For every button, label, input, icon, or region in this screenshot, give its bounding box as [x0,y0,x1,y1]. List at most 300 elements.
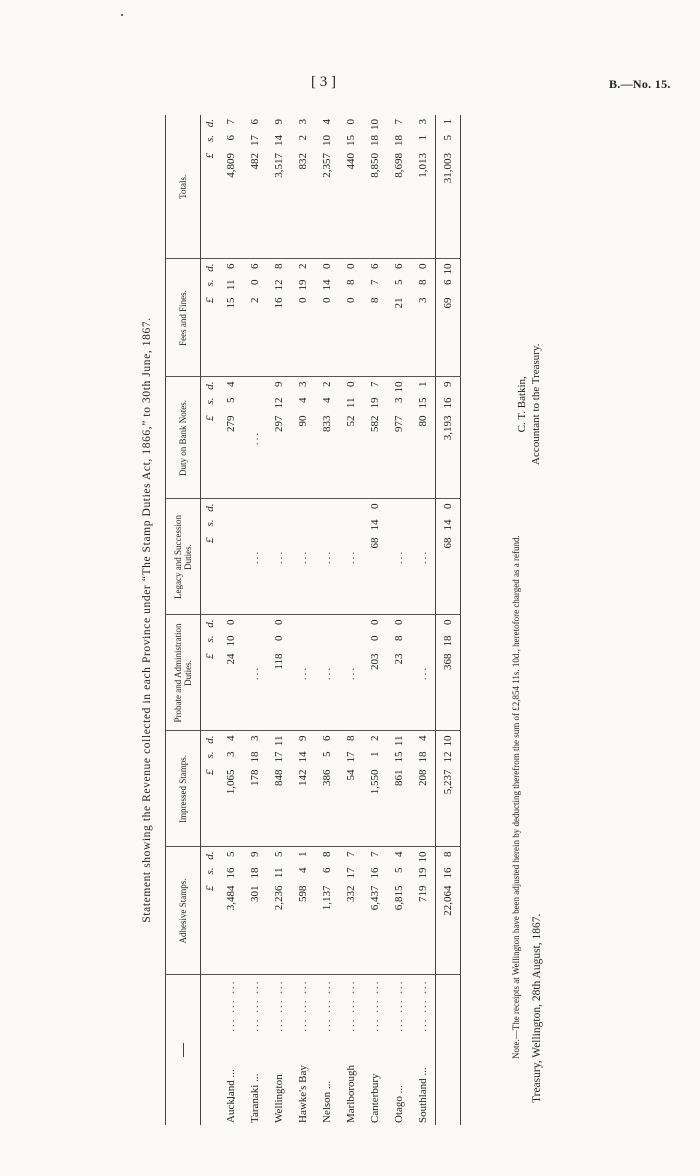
pence: 4 [321,119,333,125]
shillings: 19 [369,397,381,409]
pounds: 6,815 [393,885,405,911]
leader-dots: ... ... ... [249,979,261,1032]
shillings: 0 [273,635,285,641]
pounds: 386 [321,769,333,786]
pounds: 3,193 [442,415,454,441]
pounds: 24 [225,653,237,665]
amount-cell [411,847,436,975]
amount-cell [363,499,387,615]
unit-label: d. [204,619,216,628]
amount [225,736,237,808]
shillings: 12 [273,279,285,291]
amount [393,382,405,454]
pounds: 208 [417,769,429,786]
pence: 0 [393,619,405,625]
nil-cell [339,615,363,731]
amount [417,736,429,808]
nil-dots: ... [297,665,309,681]
amount [345,382,357,454]
pence: 9 [442,381,454,387]
province-cell [219,975,243,1125]
pounds: 68 [369,537,381,549]
pence: 10 [393,381,405,393]
shillings: 4 [321,397,333,403]
statement-title: Statement showing the Revenue collected in each Province under “The Stamp Duties Act, 1866,” to 30th June, 1867. [141,317,153,923]
amount [297,736,309,808]
pence: 7 [393,119,405,125]
amount [225,620,237,692]
pounds: 977 [393,415,405,432]
amount-cell [436,847,461,975]
pence: 0 [417,263,429,269]
amount [273,119,285,191]
shillings: 17 [345,867,357,879]
amount-cell [436,615,461,731]
pounds: 68 [442,537,454,549]
amount-cell [219,259,243,377]
pence: 11 [273,735,285,747]
shillings: 15 [393,751,405,763]
pence: 4 [225,735,237,741]
amount-cell [387,377,411,499]
pounds: 23 [393,653,405,665]
province-cell [363,975,387,1125]
unit-label: £ [204,153,216,159]
province-cell [339,975,363,1125]
amount-cell [267,847,291,975]
shillings: 17 [249,135,261,146]
province-name: Nelson ... [321,1080,333,1123]
amount [369,736,381,808]
amount-cell [339,115,363,259]
amount-cell [267,259,291,377]
pence: 1 [442,119,454,125]
shillings: 8 [345,279,357,285]
unit-label: d. [204,851,216,860]
amount [393,119,405,191]
amount-cell [339,847,363,975]
amount-cell [411,259,436,377]
unit-label: d. [204,263,216,272]
leader-dots: ... ... ... [393,979,405,1032]
unit-label: s. [204,279,216,287]
pounds: 90 [297,415,309,427]
nil-cell [267,499,291,615]
pence: 4 [417,735,429,741]
pounds: 178 [249,769,261,786]
pounds: 279 [225,415,237,432]
nil-cell [411,499,436,615]
pounds: 1,550 [369,769,381,795]
pence: 4 [225,381,237,387]
column-header: Totals. [166,115,201,259]
amount-cell [291,115,315,259]
pounds: 3,517 [273,153,285,178]
pence: 0 [273,619,285,625]
pence: 2 [321,381,333,387]
unit-label: s. [204,519,216,527]
amount [225,852,237,924]
pounds: 0 [321,297,333,303]
pounds: 301 [249,885,261,902]
unit-label: s. [204,397,216,405]
pence: 10 [442,263,454,275]
signer-role: Accountant to the Treasury. [530,343,542,465]
nil-cell [291,615,315,731]
province-name: Southland ... [417,1067,429,1123]
table-row [267,115,291,1125]
pounds: 861 [393,769,405,786]
province-name: Marlborough [345,1064,357,1123]
pence: 10 [369,119,381,130]
nil-dots: ... [273,549,285,565]
pence: 8 [321,851,333,857]
column-header-province [166,975,201,1125]
revenue-table [165,115,461,1125]
amount-cell [243,259,267,377]
nil-cell [387,499,411,615]
pounds: 31,003 [442,153,454,184]
amount-cell [387,615,411,731]
pounds: 2,236 [273,885,285,911]
pounds: 297 [273,415,285,432]
shillings: 14 [297,751,309,763]
amount-cell [219,377,243,499]
signature-place-date: Treasury, Wellington, 28th August, 1867. [531,913,543,1103]
table-row [411,115,436,1125]
column-header: Impressed Stamps. [166,731,201,847]
units-cell [201,377,220,499]
shillings: 19 [297,279,309,291]
amount [393,852,405,924]
pounds: 69 [442,297,454,309]
amount-cell [387,259,411,377]
nil-dots: ... [249,549,261,565]
amount-cell [387,115,411,259]
unit-label: s. [204,635,216,643]
shillings: 10 [225,635,237,647]
shillings: 18 [369,135,381,146]
units [204,119,216,191]
province-cell [243,975,267,1125]
shillings: 5 [393,279,405,285]
shillings: 11 [273,867,285,879]
column-header: Legacy and Succession Duties. [166,499,201,615]
pounds: 1,137 [321,885,333,911]
nil-dots: ... [345,549,357,565]
pounds: 3 [417,297,429,303]
pence: 0 [369,503,381,509]
column-header: Fees and Fines. [166,259,201,377]
shillings: 15 [345,135,357,146]
table-row [363,115,387,1125]
amount [345,119,357,191]
pounds: 2,357 [321,153,333,178]
signature-block [515,344,543,466]
units-cell [201,847,220,975]
table-row [339,115,363,1125]
province-name: Canterbury [369,1073,381,1123]
shillings: 14 [321,279,333,291]
amount [369,620,381,692]
amount [442,264,454,336]
unit-label: s. [204,135,216,143]
nil-cell [243,615,267,731]
amount [393,620,405,692]
nil-cell [315,615,339,731]
amount [225,119,237,191]
amount-cell [291,731,315,847]
pence: 5 [273,851,285,857]
pence: 3 [249,735,261,741]
pence: 2 [297,263,309,269]
pounds: 52 [345,415,357,427]
amount-cell [363,847,387,975]
shillings: 18 [249,867,261,879]
amount [442,852,454,924]
amount-cell [267,115,291,259]
nil-cell [315,499,339,615]
pence: 6 [249,263,261,269]
unit-label: s. [204,867,216,875]
amount-cell [243,847,267,975]
unit-label: d. [204,381,216,390]
amount-cell [387,731,411,847]
pence: 6 [249,119,261,125]
pence: 10 [442,735,454,747]
column-header: Duty on Bank Notes. [166,377,201,499]
pence: 9 [273,119,285,125]
pounds: 719 [417,885,429,902]
pounds: 598 [297,885,309,902]
pounds: 21 [393,297,405,309]
amount [273,264,285,336]
shillings: 14 [273,135,285,146]
pounds: 582 [369,415,381,432]
province-cell [411,975,436,1125]
amount-cell [339,377,363,499]
amount-cell [219,847,243,975]
amount [321,852,333,924]
pence: 6 [321,735,333,741]
nil-dots: ... [249,430,261,446]
pence: 0 [321,263,333,269]
shillings: 17 [273,751,285,763]
unit-label: £ [204,885,216,891]
pence: 0 [345,263,357,269]
amount-cell [436,115,461,259]
pence: 7 [369,381,381,387]
pence: 3 [297,119,309,125]
shillings: 16 [369,867,381,879]
amount [369,119,381,191]
shillings: 15 [417,397,429,409]
shillings: 1 [417,135,429,141]
unit-label: £ [204,415,216,421]
shillings: 8 [393,635,405,641]
totals-blank [436,975,461,1125]
empty-cell [219,499,243,615]
nil-cell [411,615,436,731]
amount-cell [363,731,387,847]
amount [393,736,405,808]
amount [321,382,333,454]
amount [321,264,333,336]
table-row [387,115,411,1125]
pounds: 1,065 [225,769,237,795]
amount-cell [436,377,461,499]
nil-dots: ... [393,549,405,565]
shillings: 8 [417,279,429,285]
amount-cell [267,731,291,847]
amount [393,264,405,336]
shillings: 1 [369,751,381,757]
shillings: 19 [417,867,429,879]
pence: 4 [393,851,405,857]
rotated-statement [141,115,559,1125]
signer-name: C. T. Batkin, [516,376,528,433]
province-name: Wellington [273,1074,285,1123]
amount-cell [363,615,387,731]
pounds: 832 [297,153,309,170]
unit-label: £ [204,297,216,303]
amount [442,620,454,692]
pounds: 4,809 [225,153,237,178]
shillings: 18 [393,135,405,146]
shillings: 3 [393,397,405,403]
shillings: 18 [442,635,454,647]
units-cell [201,499,220,615]
pence: 8 [345,735,357,741]
table-row [243,115,267,1125]
pence: 2 [369,735,381,741]
amount [417,264,429,336]
nil-dots: ... [417,549,429,565]
amount [369,852,381,924]
province-name: Hawke's Bay [297,1065,309,1123]
table-row [315,115,339,1125]
pounds: 3,484 [225,885,237,911]
pounds: 142 [297,769,309,786]
pounds: 8,698 [393,153,405,178]
pounds: 80 [417,415,429,427]
pence: 0 [345,381,357,387]
pounds: 54 [345,769,357,781]
leader-dots: ... ... ... [417,979,429,1032]
shillings: 17 [345,751,357,763]
amount [321,736,333,808]
shillings: 18 [249,751,261,763]
shillings: 6 [321,867,333,873]
pence: 9 [273,381,285,387]
amount [369,264,381,336]
shillings: 14 [442,519,454,531]
units-cell [201,615,220,731]
amount-cell [363,115,387,259]
shillings: 14 [369,519,381,531]
amount-cell [291,377,315,499]
amount [369,382,381,454]
province-cell [267,975,291,1125]
pounds: 482 [249,153,261,170]
leader-dots: ... ... ... [297,979,309,1032]
amount [249,264,261,336]
shillings: 12 [442,751,454,763]
amount-cell [339,259,363,377]
units-cell [201,731,220,847]
pounds: 203 [369,653,381,670]
units [204,264,216,336]
shillings: 6 [442,279,454,285]
shillings: 16 [225,867,237,879]
units [204,504,216,576]
column-header: Probate and Administration Duties. [166,615,201,731]
amount-cell [267,377,291,499]
pence: 8 [273,263,285,269]
unit-label: d. [204,119,216,128]
amount-cell [243,731,267,847]
pence: 9 [249,851,261,857]
pence: 0 [369,619,381,625]
pence: 0 [442,619,454,625]
table-row [219,115,243,1125]
pounds: 22,064 [442,885,454,916]
table-note: Note.—The receipts at Wellington have been adjusted herein by deducting therefrom the sum of £2,854 11s. 10d., heretofore charged as a refund. [511,535,521,1059]
shillings: 0 [369,635,381,641]
pence: 3 [417,119,429,125]
amount-cell [363,377,387,499]
units-cell [201,115,220,259]
units [204,620,216,692]
pence: 7 [225,119,237,125]
amount [369,504,381,576]
pounds: 8,850 [369,153,381,178]
shillings: 16 [442,867,454,879]
province-name: Taranaki ... [249,1073,261,1123]
pence: 0 [345,119,357,125]
unit-label: £ [204,769,216,775]
amount [345,736,357,808]
pence: 6 [225,263,237,269]
leader-dots: ... ... ... [369,979,381,1032]
pounds: 6,437 [369,885,381,911]
nil-dots: ... [321,549,333,565]
header-dash [183,1043,184,1057]
amount-cell [315,731,339,847]
pence: 8 [442,851,454,857]
pounds: 0 [345,297,357,303]
pence: 1 [297,851,309,857]
nil-dots: ... [297,549,309,565]
leader-dots: ... ... ... [345,979,357,1032]
amount [417,382,429,454]
nil-dots: ... [321,665,333,681]
totals-row [436,115,461,1125]
amount [225,264,237,336]
unit-label: £ [204,537,216,543]
amount-cell [219,731,243,847]
shillings: 11 [345,397,357,409]
nil-cell [291,499,315,615]
unit-label: s. [204,751,216,759]
units-cell [201,259,220,377]
province-name: Auckland ... [225,1069,237,1123]
units-row [201,115,220,1125]
amount [249,119,261,191]
units [204,382,216,454]
nil-cell [243,377,267,499]
shillings: 10 [321,135,333,146]
